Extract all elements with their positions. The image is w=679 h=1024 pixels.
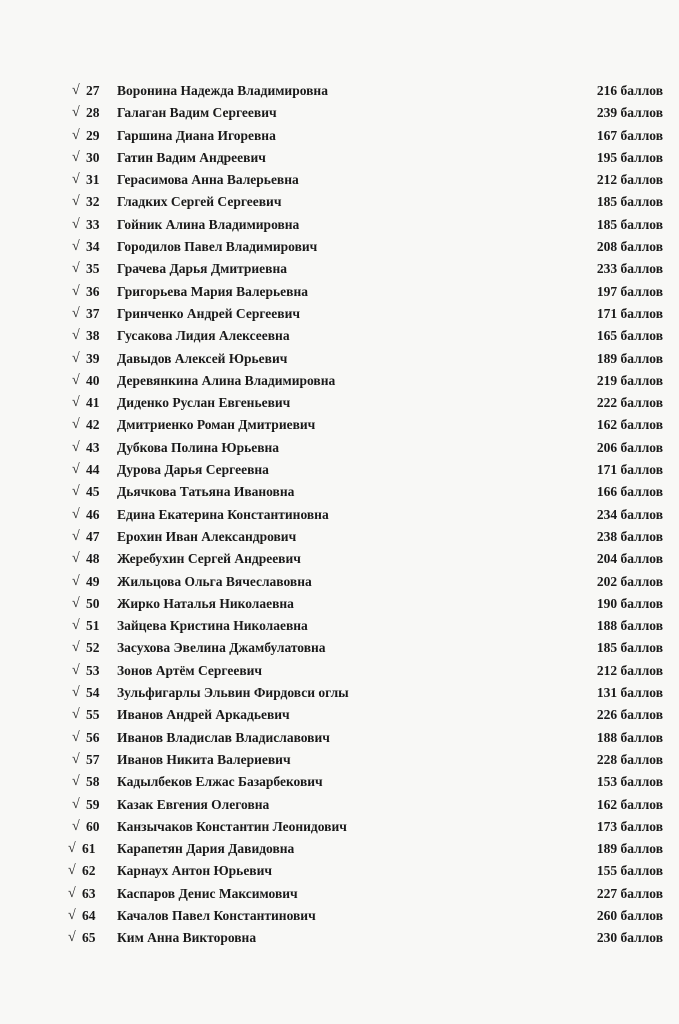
check-mark-icon: √ <box>72 372 80 388</box>
applicant-score: 165 баллов <box>596 328 663 344</box>
applicant-score: 190 баллов <box>596 595 663 611</box>
applicant-name: Засухова Эвелина Джамбулатовна <box>117 640 326 656</box>
row-number: 63 <box>82 885 96 901</box>
check-mark-icon: √ <box>72 216 80 232</box>
applicant-name: Едина Екатерина Константиновна <box>117 506 329 522</box>
check-mark-icon: √ <box>68 863 76 879</box>
applicant-score: 185 баллов <box>596 194 663 210</box>
applicant-name: Зайцева Кристина Николаевна <box>117 618 308 634</box>
check-mark-icon: √ <box>68 930 76 946</box>
applicant-score: 188 баллов <box>596 618 663 634</box>
check-mark-icon: √ <box>72 729 80 745</box>
list-row <box>0 816 679 838</box>
applicant-score: 208 баллов <box>596 239 663 255</box>
row-number: 57 <box>86 751 100 767</box>
list-row <box>0 504 679 526</box>
applicant-name: Галаган Вадим Сергеевич <box>117 105 277 121</box>
row-number: 64 <box>82 907 96 923</box>
row-number: 65 <box>82 930 96 946</box>
applicant-name: Карапетян Дария Давидовна <box>117 841 295 857</box>
check-mark-icon: √ <box>72 796 80 812</box>
list-row <box>0 125 679 147</box>
applicant-score: 171 баллов <box>596 462 663 478</box>
check-mark-icon: √ <box>72 573 80 589</box>
check-mark-icon: √ <box>72 618 80 634</box>
applicant-score: 197 баллов <box>596 283 663 299</box>
applicant-name: Гладких Сергей Сергеевич <box>117 194 282 210</box>
applicant-name: Городилов Павел Владимирович <box>117 239 318 255</box>
applicant-score: 162 баллов <box>596 796 663 812</box>
check-mark-icon: √ <box>72 239 80 255</box>
applicant-score: 185 баллов <box>596 216 663 232</box>
check-mark-icon: √ <box>72 149 80 165</box>
list-row <box>0 459 679 481</box>
check-mark-icon: √ <box>72 328 80 344</box>
applicant-score: 222 баллов <box>596 395 663 411</box>
applicant-score: 260 баллов <box>596 907 663 923</box>
applicant-name: Кадылбеков Елжас Базарбекович <box>117 774 323 790</box>
applicant-name: Качалов Павел Константинович <box>117 907 316 923</box>
applicant-score: 219 баллов <box>596 372 663 388</box>
check-mark-icon: √ <box>72 551 80 567</box>
list-row <box>0 481 679 503</box>
applicant-score: 226 баллов <box>596 707 663 723</box>
applicant-score: 195 баллов <box>596 149 663 165</box>
row-number: 54 <box>86 685 100 701</box>
check-mark-icon: √ <box>72 194 80 210</box>
list-row <box>0 281 679 303</box>
row-number: 58 <box>86 774 100 790</box>
applicant-name: Иванов Никита Валериевич <box>117 751 291 767</box>
check-mark-icon: √ <box>72 395 80 411</box>
list-row <box>0 794 679 816</box>
applicant-name: Гаршина Диана Игоревна <box>117 127 276 143</box>
list-row <box>0 860 679 882</box>
row-number: 35 <box>86 261 100 277</box>
list-row <box>0 169 679 191</box>
row-number: 42 <box>86 417 100 433</box>
list-row <box>0 437 679 459</box>
list-row <box>0 526 679 548</box>
row-number: 34 <box>86 239 100 255</box>
list-row <box>0 191 679 213</box>
check-mark-icon: √ <box>72 283 80 299</box>
applicant-score: 206 баллов <box>596 439 663 455</box>
applicant-name: Жирко Наталья Николаевна <box>117 595 294 611</box>
applicant-score: 166 баллов <box>596 484 663 500</box>
list-row <box>0 571 679 593</box>
applicant-name: Ерохин Иван Александрович <box>117 528 297 544</box>
applicant-score: 216 баллов <box>596 83 663 98</box>
applicant-name: Ким Анна Викторовна <box>117 930 257 946</box>
list-row <box>0 325 679 347</box>
applicant-score: 239 баллов <box>596 105 663 121</box>
applicant-name: Гусакова Лидия Алексеевна <box>117 328 290 344</box>
applicant-name: Дьячкова Татьяна Ивановна <box>117 484 295 500</box>
applicant-name: Жеребухин Сергей Андреевич <box>117 551 301 567</box>
applicant-score: 212 баллов <box>596 172 663 188</box>
applicant-list <box>0 80 679 950</box>
list-row <box>0 704 679 726</box>
list-row <box>0 414 679 436</box>
check-mark-icon: √ <box>72 105 80 121</box>
list-row <box>0 392 679 414</box>
applicant-name: Гатин Вадим Андреевич <box>117 149 266 165</box>
applicant-name: Карнаух Антон Юрьевич <box>117 863 272 879</box>
row-number: 60 <box>86 818 100 834</box>
row-number: 27 <box>86 83 100 98</box>
list-row <box>0 548 679 570</box>
applicant-score: 171 баллов <box>596 305 663 321</box>
check-mark-icon: √ <box>72 305 80 321</box>
check-mark-icon: √ <box>72 818 80 834</box>
applicant-score: 233 баллов <box>596 261 663 277</box>
applicant-name: Зульфигарлы Эльвин Фирдовси оглы <box>117 685 349 701</box>
check-mark-icon: √ <box>72 172 80 188</box>
applicant-name: Воронина Надежда Владимировна <box>117 83 328 98</box>
check-mark-icon: √ <box>72 774 80 790</box>
check-mark-icon: √ <box>72 707 80 723</box>
applicant-name: Григорьева Мария Валерьевна <box>117 283 308 299</box>
list-row <box>0 370 679 392</box>
applicant-score: 204 баллов <box>596 551 663 567</box>
check-mark-icon: √ <box>72 127 80 143</box>
applicant-name: Иванов Владислав Владиславович <box>117 729 330 745</box>
check-mark-icon: √ <box>72 528 80 544</box>
row-number: 43 <box>86 439 100 455</box>
row-number: 50 <box>86 595 100 611</box>
applicant-score: 234 баллов <box>596 506 663 522</box>
check-mark-icon: √ <box>72 484 80 500</box>
applicant-name: Зонов Артём Сергеевич <box>117 662 263 678</box>
check-mark-icon: √ <box>72 751 80 767</box>
applicant-score: 189 баллов <box>596 350 663 366</box>
list-row <box>0 303 679 325</box>
list-row <box>0 348 679 370</box>
check-mark-icon: √ <box>72 350 80 366</box>
list-row <box>0 102 679 124</box>
row-number: 36 <box>86 283 100 299</box>
list-row <box>0 258 679 280</box>
row-number: 55 <box>86 707 100 723</box>
check-mark-icon: √ <box>68 907 76 923</box>
check-mark-icon: √ <box>72 662 80 678</box>
applicant-score: 212 баллов <box>596 662 663 678</box>
row-number: 41 <box>86 395 100 411</box>
row-number: 40 <box>86 372 100 388</box>
list-row <box>0 838 679 860</box>
applicant-score: 131 баллов <box>596 685 663 701</box>
row-number: 47 <box>86 528 100 544</box>
applicant-name: Каспаров Денис Максимович <box>117 885 298 901</box>
applicant-name: Давыдов Алексей Юрьевич <box>117 350 288 366</box>
applicant-score: 230 баллов <box>596 930 663 946</box>
applicant-score: 227 баллов <box>596 885 663 901</box>
applicant-name: Жильцова Ольга Вячеславовна <box>117 573 312 589</box>
check-mark-icon: √ <box>72 595 80 611</box>
applicant-score: 238 баллов <box>596 528 663 544</box>
list-row <box>0 927 679 949</box>
check-mark-icon: √ <box>72 83 80 98</box>
applicant-score: 189 баллов <box>596 841 663 857</box>
applicant-name: Диденко Руслан Евгеньевич <box>117 395 291 411</box>
list-row <box>0 615 679 637</box>
row-number: 28 <box>86 105 100 121</box>
row-number: 45 <box>86 484 100 500</box>
row-number: 38 <box>86 328 100 344</box>
row-number: 48 <box>86 551 100 567</box>
row-number: 59 <box>86 796 100 812</box>
list-row <box>0 749 679 771</box>
row-number: 62 <box>82 863 96 879</box>
applicant-score: 155 баллов <box>596 863 663 879</box>
list-row <box>0 637 679 659</box>
list-row <box>0 905 679 927</box>
row-number: 31 <box>86 172 100 188</box>
applicant-name: Канзычаков Константин Леонидович <box>117 818 347 834</box>
list-row <box>0 727 679 749</box>
check-mark-icon: √ <box>72 640 80 656</box>
list-row <box>0 660 679 682</box>
applicant-score: 188 баллов <box>596 729 663 745</box>
row-number: 49 <box>86 573 100 589</box>
list-row <box>0 593 679 615</box>
applicant-name: Гринченко Андрей Сергеевич <box>117 305 300 321</box>
applicant-name: Иванов Андрей Аркадьевич <box>117 707 290 723</box>
list-row <box>0 771 679 793</box>
row-number: 44 <box>86 462 100 478</box>
list-row <box>0 147 679 169</box>
applicant-name: Казак Евгения Олеговна <box>117 796 270 812</box>
applicant-score: 173 баллов <box>596 818 663 834</box>
row-number: 56 <box>86 729 100 745</box>
row-number: 33 <box>86 216 100 232</box>
applicant-name: Дурова Дарья Сергеевна <box>117 462 269 478</box>
applicant-name: Гойник Алина Владимировна <box>117 216 300 232</box>
row-number: 32 <box>86 194 100 210</box>
list-row <box>0 883 679 905</box>
row-number: 29 <box>86 127 100 143</box>
check-mark-icon: √ <box>72 685 80 701</box>
row-number: 37 <box>86 305 100 321</box>
list-row <box>0 682 679 704</box>
list-row <box>0 236 679 258</box>
check-mark-icon: √ <box>72 261 80 277</box>
applicant-name: Грачева Дарья Дмитриевна <box>117 261 287 277</box>
list-row <box>0 80 679 102</box>
row-number: 51 <box>86 618 100 634</box>
row-number: 52 <box>86 640 100 656</box>
row-number: 30 <box>86 149 100 165</box>
applicant-name: Дубкова Полина Юрьевна <box>117 439 280 455</box>
applicant-name: Деревянкина Алина Владимировна <box>117 372 336 388</box>
check-mark-icon: √ <box>72 417 80 433</box>
check-mark-icon: √ <box>68 841 76 857</box>
applicant-name: Герасимова Анна Валерьевна <box>117 172 299 188</box>
row-number: 39 <box>86 350 100 366</box>
row-number: 46 <box>86 506 100 522</box>
row-number: 61 <box>82 841 96 857</box>
check-mark-icon: √ <box>72 506 80 522</box>
applicant-score: 202 баллов <box>596 573 663 589</box>
check-mark-icon: √ <box>72 462 80 478</box>
row-number: 53 <box>86 662 100 678</box>
applicant-score: 167 баллов <box>596 127 663 143</box>
check-mark-icon: √ <box>68 885 76 901</box>
applicant-score: 162 баллов <box>596 417 663 433</box>
applicant-score: 153 баллов <box>596 774 663 790</box>
list-row <box>0 214 679 236</box>
applicant-name: Дмитриенко Роман Дмитриевич <box>117 417 316 433</box>
check-mark-icon: √ <box>72 439 80 455</box>
applicant-score: 228 баллов <box>596 751 663 767</box>
applicant-score: 185 баллов <box>596 640 663 656</box>
